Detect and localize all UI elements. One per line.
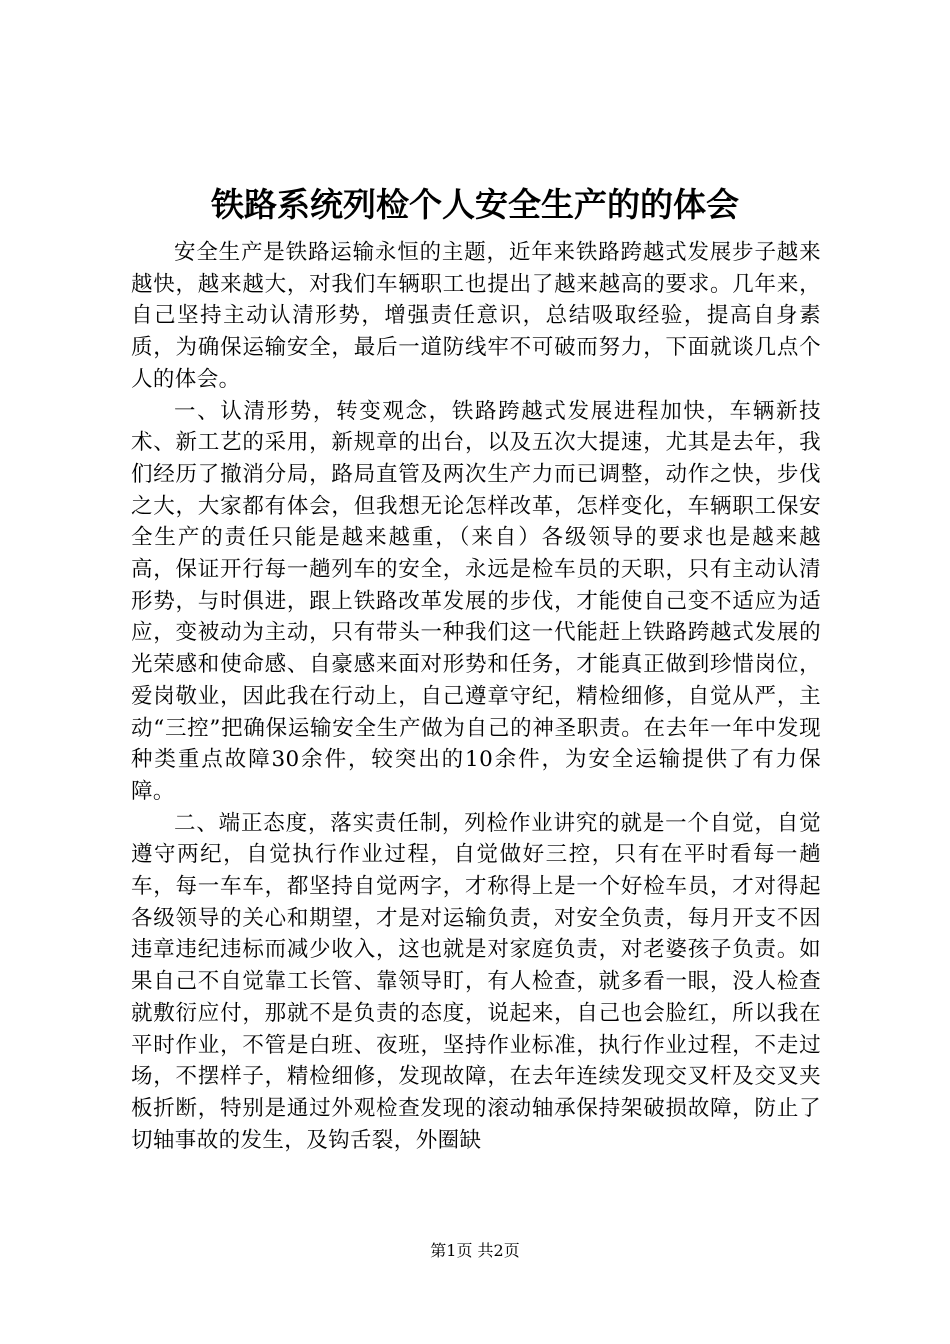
paragraph-section-2: 二、端正态度，落实责任制，列检作业讲究的就是一个自觉，自觉遵守两纪，自觉执行作业过程，自觉做好三控，只有在平时看每一趟车，每一车车，都坚持自觉两字，才称得上是一个好检车员，才对得起各级领导的关心和期望，才是对运输负责，对安全负责，每月开支不因违章违纪违标而减少收入，这也就是对家庭负责，对老婆孩子负责。如果自己不自觉靠工长管、靠领导盯，有人检查，就多看一眼，没人检查就敷衍应付，那就不是负责的态度，说起来，自己也会脸红，所以我在平时作业，不管是白班、夜班，坚持作业标准，执行作业过程，不走过场，不摆样子，精检细修，发现故障，在去年连续发现交叉杆及交叉夹板折断，特别是通过外观检查发现的滚动轴承保持架破损故障，防止了切轴事故的发生，及钩舌裂，外圈缺 xyxy=(131,810,821,1153)
document-title: 铁路系统列检个人安全生产的的体会 xyxy=(211,185,739,224)
paragraph-intro: 安全生产是铁路运输永恒的主题，近年来铁路跨越式发展步子越来越快，越来越大，对我们车辆职工也提出了越来越高的要求。几年来，自己坚持主动认清形势，增强责任意识，总结吸取经验，提高自身素质，为确保运输安全，最后一道防线牢不可破而努力，下面就谈几点个人的体会。 xyxy=(131,240,821,392)
page-number-footer: 第1页 共2页 xyxy=(430,1241,520,1260)
document-body xyxy=(131,237,821,1156)
paragraph-section-1: 一、认清形势，转变观念，铁路跨越式发展进程加快，车辆新技术、新工艺的采用，新规章的出台，以及五次大提速，尤其是去年，我们经历了撤消分局，路局直管及两次生产力而已调整，动作之快，步伐之大，大家都有体会，但我想无论怎样改革，怎样变化，车辆职工保安全生产的责任只能是越来越重，（来自）各级领导的要求也是越来越高，保证开行每一趟列车的安全，永远是检车员的天职，只有主动认清形势，与时俱进，跟上铁路改革发展的步伐，才能使自己变不适应为适应，变被动为主动，只有带头一种我们这一代能赶上铁路跨越式发展的光荣感和使命感、自豪感来面对形势和任务，才能真正做到珍惜岗位，爱岗敬业，因此我在行动上，自己遵章守纪，精检细修，自觉从严，主动“三控”把确保运输安全生产做为自己的神圣职责。在去年一年中发现种类重点故障30余件，较突出的10余件，为安全运输提供了有力保障。 xyxy=(131,398,821,804)
